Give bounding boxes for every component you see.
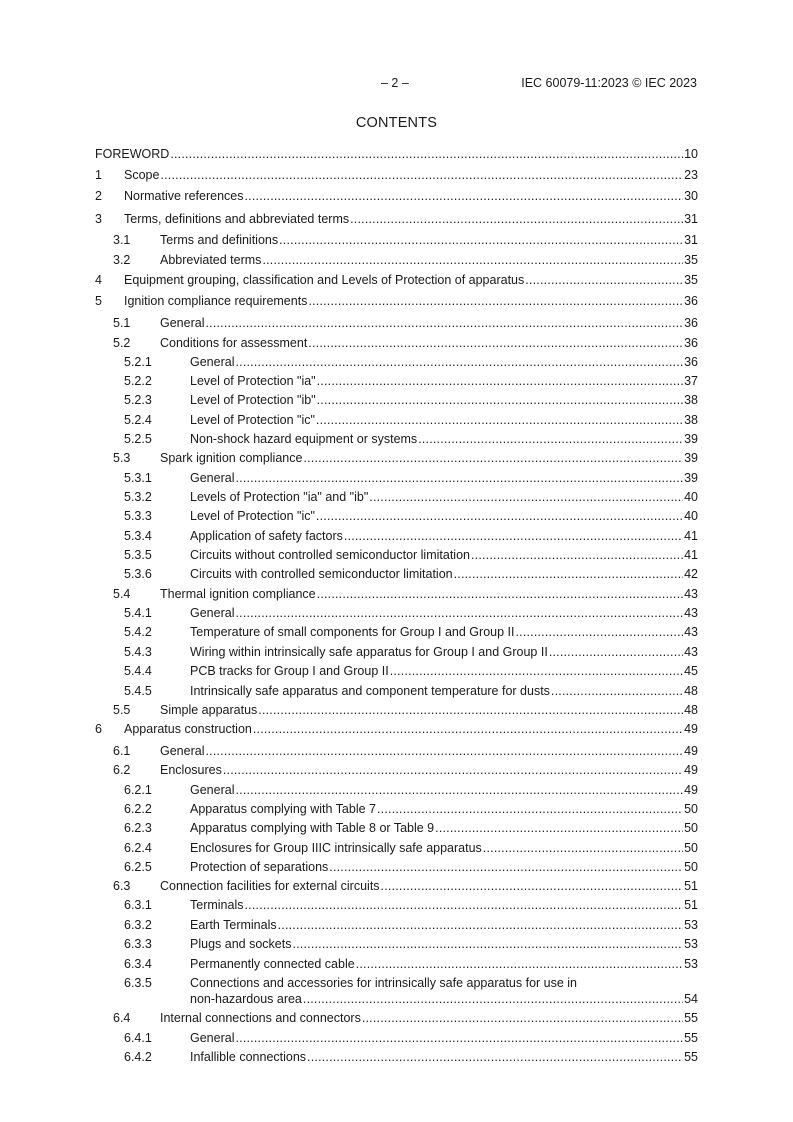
toc-number: 5.4.4 <box>124 664 152 678</box>
dot-leader <box>235 470 683 486</box>
toc-number: 6.2.4 <box>124 841 152 855</box>
toc-title: Level of Protection "ic" <box>190 413 315 427</box>
dot-leader <box>235 605 683 621</box>
toc-number: 5.3.2 <box>124 490 152 504</box>
toc-page: 55 <box>684 1011 698 1025</box>
toc-number: 6.3.1 <box>124 898 152 912</box>
dot-leader <box>549 644 683 660</box>
toc-title: Terminals <box>190 898 244 912</box>
toc-page: 43 <box>684 625 698 639</box>
toc-entry-6-3-4[interactable] <box>95 956 698 974</box>
toc-page: 43 <box>684 587 698 601</box>
toc-number: 5.2.5 <box>124 432 152 446</box>
toc-page: 23 <box>684 168 698 182</box>
dot-leader <box>329 859 683 875</box>
toc-number: 6.3.4 <box>124 957 152 971</box>
toc-number: 6.3 <box>113 879 131 893</box>
toc-number: 5.4.2 <box>124 625 152 639</box>
toc-title: Levels of Protection "ia" and "ib" <box>190 490 369 504</box>
toc-entry-5-3-6[interactable] <box>95 566 698 584</box>
dot-leader <box>525 272 683 288</box>
toc-number: 2 <box>95 189 102 203</box>
toc-page: 31 <box>684 233 698 247</box>
toc-entry-6-2-2[interactable] <box>95 801 698 819</box>
toc-title: Simple apparatus <box>160 703 258 717</box>
toc-page: 50 <box>684 802 698 816</box>
dot-leader <box>317 373 683 389</box>
contents-title: CONTENTS <box>355 115 438 131</box>
toc-title: Level of Protection "ia" <box>190 374 316 388</box>
toc-title-line2: non-hazardous area <box>190 992 302 1006</box>
toc-title: Equipment grouping, classification and Levels of Protection of apparatus <box>124 273 525 287</box>
toc-number: 6.3.3 <box>124 937 152 951</box>
toc-entry-5-3-4[interactable] <box>95 528 698 546</box>
toc-page: 30 <box>684 189 698 203</box>
toc-number: 4 <box>95 273 102 287</box>
toc-title: General <box>160 316 205 330</box>
toc-title: General <box>190 355 235 369</box>
toc-title: Infallible connections <box>190 1050 307 1064</box>
toc-number: 6.3.2 <box>124 918 152 932</box>
toc-title: Terms, definitions and abbreviated terms <box>124 212 350 226</box>
toc-title: Terms and definitions <box>160 233 279 247</box>
toc-entry-6-2[interactable] <box>95 762 698 780</box>
toc-title: Level of Protection "ic" <box>190 509 315 523</box>
toc-title: FOREWORD <box>95 147 170 161</box>
toc-page: 35 <box>684 253 698 267</box>
toc-entry-6-2-1[interactable] <box>95 782 698 800</box>
dot-leader <box>303 450 683 466</box>
toc-title: Non-shock hazard equipment or systems <box>190 432 418 446</box>
toc-entry-5-2-3[interactable] <box>95 392 698 410</box>
toc-page: 49 <box>684 744 698 758</box>
toc-entry-2[interactable] <box>95 188 698 206</box>
toc-page: 50 <box>684 860 698 874</box>
toc-number: 5.2 <box>113 336 131 350</box>
toc-title: Permanently connected cable <box>190 957 355 971</box>
toc-page: 39 <box>684 451 698 465</box>
dot-leader <box>316 508 683 524</box>
toc-page: 31 <box>684 212 698 226</box>
dot-leader <box>435 820 683 836</box>
toc-title: Enclosures for Group IIIC intrinsically safe apparatus <box>190 841 482 855</box>
toc-number: 6.1 <box>113 744 131 758</box>
toc-number: 5.2.4 <box>124 413 152 427</box>
dot-leader <box>454 566 683 582</box>
toc-number: 6.2.2 <box>124 802 152 816</box>
dot-leader <box>262 252 683 268</box>
toc-page: 48 <box>684 684 698 698</box>
toc-title: Circuits without controlled semiconductor limitation <box>190 548 470 562</box>
dot-leader <box>308 293 683 309</box>
toc-number: 5.2.2 <box>124 374 152 388</box>
toc-page: 55 <box>684 1050 698 1064</box>
toc-title: Thermal ignition compliance <box>160 587 316 601</box>
toc-entry-6-2-4[interactable] <box>95 840 698 858</box>
toc-title: General <box>190 471 235 485</box>
toc-number: 6.2.1 <box>124 783 152 797</box>
toc-entry-5-2-1[interactable] <box>95 354 698 372</box>
toc-entry-6-3-1[interactable] <box>95 897 698 915</box>
toc-number: 6.3.5 <box>124 976 152 990</box>
toc-entry-3[interactable] <box>95 211 698 229</box>
toc-page: 36 <box>684 316 698 330</box>
dot-leader <box>253 721 683 737</box>
dot-leader <box>205 743 683 759</box>
toc-entry-6-4-2[interactable] <box>95 1049 698 1067</box>
toc-title: Enclosures <box>160 763 222 777</box>
toc-entry-5-4-4[interactable] <box>95 663 698 681</box>
toc-page: 40 <box>684 490 698 504</box>
toc-title: Apparatus construction <box>124 722 252 736</box>
toc-title: Protection of separations <box>190 860 329 874</box>
toc-title: Scope <box>124 168 160 182</box>
toc-title: Internal connections and connectors <box>160 1011 361 1025</box>
toc-number: 3.1 <box>113 233 131 247</box>
toc-page: 10 <box>684 147 698 161</box>
dot-leader <box>308 335 683 351</box>
dot-leader <box>279 232 683 248</box>
toc-entry-6-2-3[interactable] <box>95 820 698 838</box>
dot-leader <box>258 702 683 718</box>
toc-entry-5-4-2[interactable] <box>95 624 698 642</box>
toc-entry-5-1[interactable] <box>95 315 698 333</box>
toc-entry-5-3-2[interactable] <box>95 489 698 507</box>
toc-entry-6-1[interactable] <box>95 743 698 761</box>
toc-page: 42 <box>684 567 698 581</box>
toc-page: 53 <box>684 957 698 971</box>
dot-leader <box>170 146 683 162</box>
page-header <box>0 76 793 92</box>
toc-entry-5[interactable] <box>95 293 698 311</box>
toc-page: 53 <box>684 918 698 932</box>
toc-page: 55 <box>684 1031 698 1045</box>
toc-entry-6-4-1[interactable] <box>95 1030 698 1048</box>
toc-entry-5-4-5[interactable] <box>95 683 698 701</box>
toc-title: Circuits with controlled semiconductor limitation <box>190 567 453 581</box>
toc-entry-3-2[interactable] <box>95 252 698 270</box>
toc-title: Connection facilities for external circuits <box>160 879 380 893</box>
toc-number: 6.4.2 <box>124 1050 152 1064</box>
standard-reference: IEC 60079-11:2023 © IEC 2023 <box>521 76 697 90</box>
toc-title: Ignition compliance requirements <box>124 294 308 308</box>
toc-page: 35 <box>684 273 698 287</box>
toc-title: Wiring within intrinsically safe apparatus for Group I and Group II <box>190 645 548 659</box>
toc-page: 38 <box>684 413 698 427</box>
toc-number: 5.3.6 <box>124 567 152 581</box>
toc-entry-6-2-5[interactable] <box>95 859 698 877</box>
toc-entry-5-5[interactable] <box>95 702 698 720</box>
toc-entry-5-2[interactable] <box>95 335 698 353</box>
toc-entry-3-1[interactable] <box>95 232 698 250</box>
toc-page: 37 <box>684 374 698 388</box>
toc-title: Temperature of small components for Group I and Group II <box>190 625 515 639</box>
toc-title: Apparatus complying with Table 7 <box>190 802 376 816</box>
toc-title: Normative references <box>124 189 244 203</box>
dot-leader <box>307 1049 683 1065</box>
dot-leader <box>344 528 683 544</box>
toc-number: 5.1 <box>113 316 131 330</box>
dot-leader <box>223 762 683 778</box>
toc-page: 38 <box>684 393 698 407</box>
toc-number: 5 <box>95 294 102 308</box>
toc-entry-6-3-2[interactable] <box>95 917 698 935</box>
toc-number: 6.4 <box>113 1011 131 1025</box>
toc-number: 6.2 <box>113 763 131 777</box>
toc-entry-5-4[interactable] <box>95 586 698 604</box>
toc-title: General <box>190 1031 235 1045</box>
dot-leader <box>245 188 684 204</box>
toc-entry-6[interactable] <box>95 721 698 739</box>
toc-number: 5.4.3 <box>124 645 152 659</box>
toc-title: Plugs and sockets <box>190 937 292 951</box>
toc-page: 49 <box>684 763 698 777</box>
toc-entry-5-3-1[interactable] <box>95 470 698 488</box>
toc-page: 39 <box>684 471 698 485</box>
toc-number: 5.3.1 <box>124 471 152 485</box>
toc-page: 36 <box>684 294 698 308</box>
toc-title: Earth Terminals <box>190 918 277 932</box>
dot-leader <box>390 663 683 679</box>
toc-page: 49 <box>684 722 698 736</box>
toc-number: 6.2.5 <box>124 860 152 874</box>
dot-leader <box>381 878 684 894</box>
toc-entry-5-3-3[interactable] <box>95 508 698 526</box>
toc-page: 43 <box>684 645 698 659</box>
dot-leader <box>160 167 683 183</box>
toc-number: 5.4.1 <box>124 606 152 620</box>
toc-page: 50 <box>684 841 698 855</box>
toc-page: 41 <box>684 529 698 543</box>
dot-leader <box>551 683 683 699</box>
dot-leader <box>316 412 683 428</box>
toc-entry-5-3-5[interactable] <box>95 547 698 565</box>
toc-title: Intrinsically safe apparatus and component temperature for dusts <box>190 684 550 698</box>
dot-leader <box>303 991 683 1007</box>
toc-page: 36 <box>684 355 698 369</box>
toc-title: Application of safety factors <box>190 529 343 543</box>
dot-leader <box>235 782 683 798</box>
toc-entry-6-4[interactable] <box>95 1010 698 1028</box>
toc-entry-5-2-5[interactable] <box>95 431 698 449</box>
dot-leader <box>317 586 683 602</box>
toc-entry-5-2-4[interactable] <box>95 412 698 430</box>
dot-leader <box>350 211 683 227</box>
dot-leader <box>515 624 683 640</box>
dot-leader <box>235 354 683 370</box>
toc-number: 5.3.4 <box>124 529 152 543</box>
toc-number: 3 <box>95 212 102 226</box>
dot-leader <box>356 956 683 972</box>
toc-page: 50 <box>684 821 698 835</box>
toc-number: 5.5 <box>113 703 131 717</box>
toc-page: 48 <box>684 703 698 717</box>
dot-leader <box>235 1030 683 1046</box>
toc-number: 5.2.1 <box>124 355 152 369</box>
toc-page: 43 <box>684 606 698 620</box>
toc-number: 6.4.1 <box>124 1031 152 1045</box>
toc-number: 1 <box>95 168 102 182</box>
toc-number: 3.2 <box>113 253 131 267</box>
toc-title: General <box>160 744 205 758</box>
dot-leader <box>418 431 683 447</box>
dot-leader <box>317 392 683 408</box>
toc-entry-5-3[interactable] <box>95 450 698 468</box>
toc-page: 51 <box>684 898 698 912</box>
toc-entry-6-3-3[interactable] <box>95 936 698 954</box>
toc-title: Spark ignition compliance <box>160 451 303 465</box>
toc-number: 5.2.3 <box>124 393 152 407</box>
toc-title: General <box>190 783 235 797</box>
toc-page: 36 <box>684 336 698 350</box>
dot-leader <box>245 897 684 913</box>
toc-entry-6-3[interactable] <box>95 878 698 896</box>
dot-leader <box>377 801 683 817</box>
toc-page: 49 <box>684 783 698 797</box>
dot-leader <box>471 547 683 563</box>
toc-title: Apparatus complying with Table 8 or Table 9 <box>190 821 435 835</box>
toc-entry-6-3-5[interactable] <box>95 975 698 1009</box>
toc-page: 39 <box>684 432 698 446</box>
toc-page: 54 <box>684 992 698 1006</box>
toc-entry-foreword[interactable] <box>95 146 698 164</box>
dot-leader <box>483 840 683 856</box>
toc-number: 5.3.3 <box>124 509 152 523</box>
toc-number: 5.3.5 <box>124 548 152 562</box>
toc-title: Abbreviated terms <box>160 253 262 267</box>
dot-leader <box>278 917 683 933</box>
toc-entry-5-4-3[interactable] <box>95 644 698 662</box>
toc-entry-5-4-1[interactable] <box>95 605 698 623</box>
toc-page: 40 <box>684 509 698 523</box>
toc-page: 51 <box>684 879 698 893</box>
toc-title: PCB tracks for Group I and Group II <box>190 664 389 678</box>
dot-leader <box>362 1010 683 1026</box>
toc-page: 53 <box>684 937 698 951</box>
toc-number: 5.4 <box>113 587 131 601</box>
toc-number: 5.3 <box>113 451 131 465</box>
toc-number: 6.2.3 <box>124 821 152 835</box>
toc-entry-1[interactable] <box>95 167 698 185</box>
toc-title: Level of Protection "ib" <box>190 393 316 407</box>
toc-page: 41 <box>684 548 698 562</box>
toc-entry-4[interactable] <box>95 272 698 290</box>
dot-leader <box>369 489 683 505</box>
toc-title: General <box>190 606 235 620</box>
toc-number: 6 <box>95 722 102 736</box>
dot-leader <box>292 936 683 952</box>
page-number: – 2 – <box>381 76 409 90</box>
toc-page: 45 <box>684 664 698 678</box>
dot-leader <box>205 315 683 331</box>
toc-entry-5-2-2[interactable] <box>95 373 698 391</box>
toc-title-line1: Connections and accessories for intrinsically safe apparatus for use in <box>190 976 578 990</box>
toc-title: Conditions for assessment <box>160 336 308 350</box>
toc-number: 5.4.5 <box>124 684 152 698</box>
